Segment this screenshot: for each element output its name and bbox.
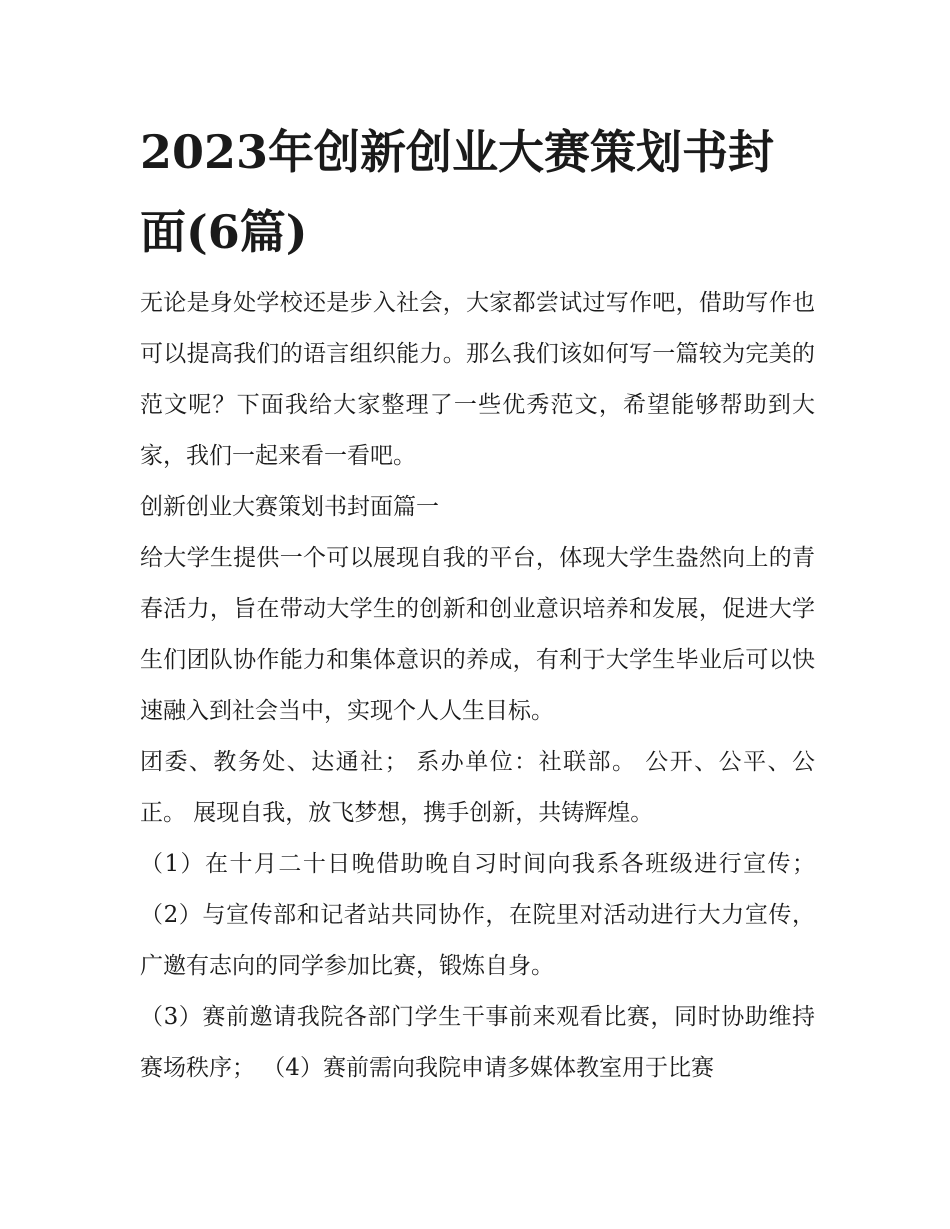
body-paragraph-2: 团委、教务处、达通社； 系办单位：社联部。 公开、公平、公正。 展现自我，放飞梦想，携手创新，共铸辉煌。 [140, 749, 815, 826]
document-page [140, 112, 815, 1094]
intro-paragraph: 无论是身处学校还是步入社会，大家都尝试过写作吧，借助写作也可以提高我们的语言组织能力。那么我们该如何写一篇较为完美的范文呢？下面我给大家整理了一些优秀范文，希望能够帮助到大家，我们一起来看一看吧。 [140, 290, 815, 469]
body-paragraph-1: 给大学生提供一个可以展现自我的平台，体现大学生盎然向上的青春活力，旨在带动大学生的创新和创业意识培养和发展，促进大学生们团队协作能力和集体意识的养成，有利于大学生毕业后可以快速融入到社会当中，实现个人人生目标。 [140, 545, 815, 724]
body-paragraph-4: （3）赛前邀请我院各部门学生干事前来观看比赛，同时协助维持赛场秩序； （4）赛前需向我院申请多媒体教室用于比赛 [140, 1004, 815, 1081]
section-heading: 创新创业大赛策划书封面篇一 [140, 494, 439, 520]
document-title: 2023年创新创业大赛策划书封面(6篇) [140, 125, 775, 259]
body-paragraph-3: （1）在十月二十日晚借助晚自习时间向我系各班级进行宣传； （2）与宣传部和记者站共同协作，在院里对活动进行大力宣传，广邀有志向的同学参加比赛，锻炼自身。 [140, 851, 815, 979]
